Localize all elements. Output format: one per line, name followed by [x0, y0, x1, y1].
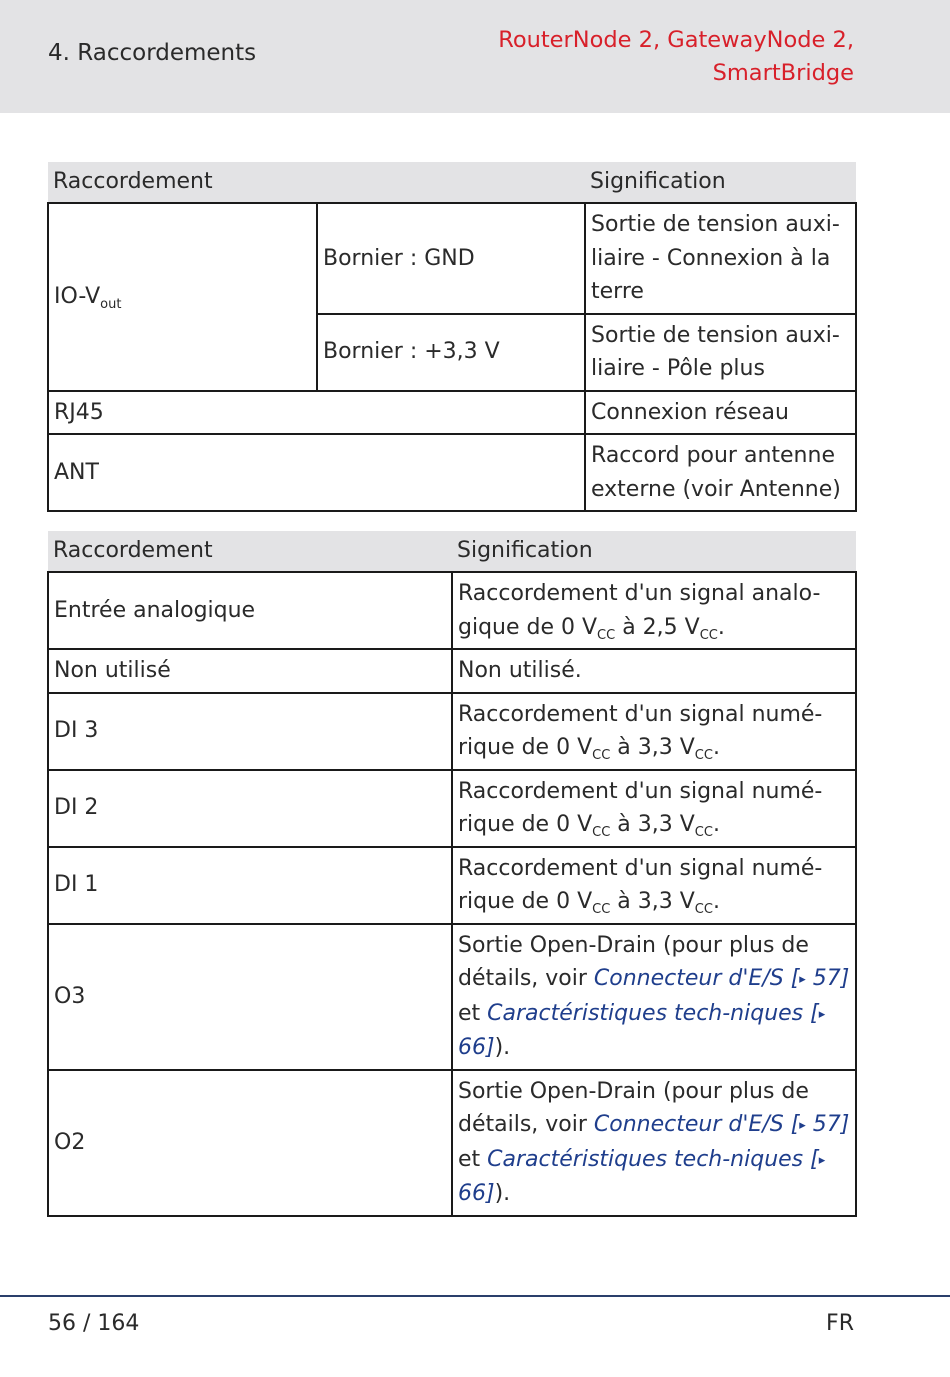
- meaning-cell: Non utilisé.: [452, 649, 856, 693]
- language-code: FR: [826, 1311, 854, 1336]
- connector-io-link[interactable]: Connecteur d'E/S [▸ 57]: [593, 1112, 850, 1137]
- meaning-cell: Sortie Open-Drain (pour plus de détails, voir Connecteur d'E/S [▸ 57] et Caractéristiques tech-niques [▸ 66]).: [452, 924, 856, 1070]
- technical-specs-link[interactable]: Caractéristiques tech-niques [▸ 66]: [458, 1000, 826, 1060]
- table-row: [48, 770, 856, 847]
- column-header-connection: Raccordement: [48, 531, 452, 572]
- page-header: [0, 0, 950, 113]
- table-row: [48, 434, 856, 511]
- page-ref-arrow-icon: ▸: [818, 1006, 826, 1022]
- connection-cell: ANT: [48, 434, 585, 511]
- connections-table-2: [47, 531, 857, 1217]
- product-title-line1: RouterNode 2, GatewayNode 2,: [498, 27, 854, 53]
- meaning-cell: Raccordement d'un signal numé-rique de 0 $V_{CC}$ à 3,3 $V_{CC}$.: [452, 847, 856, 924]
- page-number: 56 / 164: [48, 1311, 140, 1336]
- product-title-line2: SmartBridge: [712, 60, 854, 86]
- column-header-connection: Raccordement: [48, 162, 585, 203]
- connection-cell: DI 2: [48, 770, 452, 847]
- section-title: 4. Raccordements: [48, 40, 257, 66]
- connector-io-link[interactable]: Connecteur d'E/S [▸ 57]: [593, 966, 850, 991]
- column-header-meaning: Signification: [585, 162, 856, 203]
- terminal-cell: Bornier : GND: [317, 203, 585, 314]
- connection-cell: O3: [48, 924, 452, 1070]
- table-row: [48, 693, 856, 770]
- footer-divider: [0, 1295, 950, 1297]
- meaning-cell: Sortie de tension auxi-liaire - Pôle plus: [585, 314, 856, 391]
- meaning-cell: Raccord pour antenne externe (voir Antenne): [585, 434, 856, 511]
- meaning-cell: Sortie Open-Drain (pour plus de détails, voir Connecteur d'E/S [▸ 57] et Caractéristiques tech-niques [▸ 66]).: [452, 1070, 856, 1216]
- connection-cell: Entrée analogique: [48, 572, 452, 649]
- table-row: [48, 203, 856, 314]
- table-row: [48, 847, 856, 924]
- meaning-cell: Raccordement d'un signal analo-gique de 0 $V_{CC}$ à 2,5 $V_{CC}$.: [452, 572, 856, 649]
- meaning-cell: Connexion réseau: [585, 391, 856, 435]
- table-row: [48, 649, 856, 693]
- terminal-cell: Bornier : +3,3 V: [317, 314, 585, 391]
- connection-cell: O2: [48, 1070, 452, 1216]
- connection-cell: RJ45: [48, 391, 585, 435]
- connection-cell: $IO-V_{out}$: [48, 203, 317, 391]
- meaning-cell: Raccordement d'un signal numé-rique de 0 $V_{CC}$ à 3,3 $V_{CC}$.: [452, 693, 856, 770]
- meaning-cell: Sortie de tension auxi-liaire - Connexion à la terre: [585, 203, 856, 314]
- table-row: [48, 924, 856, 1070]
- column-header-meaning: Signification: [452, 531, 856, 572]
- technical-specs-link[interactable]: Caractéristiques tech-niques [▸ 66]: [458, 1146, 826, 1206]
- connection-cell: DI 1: [48, 847, 452, 924]
- meaning-cell: Raccordement d'un signal numé-rique de 0 $V_{CC}$ à 3,3 $V_{CC}$.: [452, 770, 856, 847]
- table-row: [48, 391, 856, 435]
- page-ref-arrow-icon: ▸: [799, 1118, 806, 1133]
- connections-table-1: [47, 162, 857, 512]
- product-title: [498, 24, 854, 90]
- table-row: [48, 572, 856, 649]
- connection-cell: DI 3: [48, 693, 452, 770]
- page-ref-arrow-icon: ▸: [818, 1152, 826, 1168]
- page-ref-arrow-icon: ▸: [799, 972, 806, 987]
- table-row: [48, 1070, 856, 1216]
- connection-cell: Non utilisé: [48, 649, 452, 693]
